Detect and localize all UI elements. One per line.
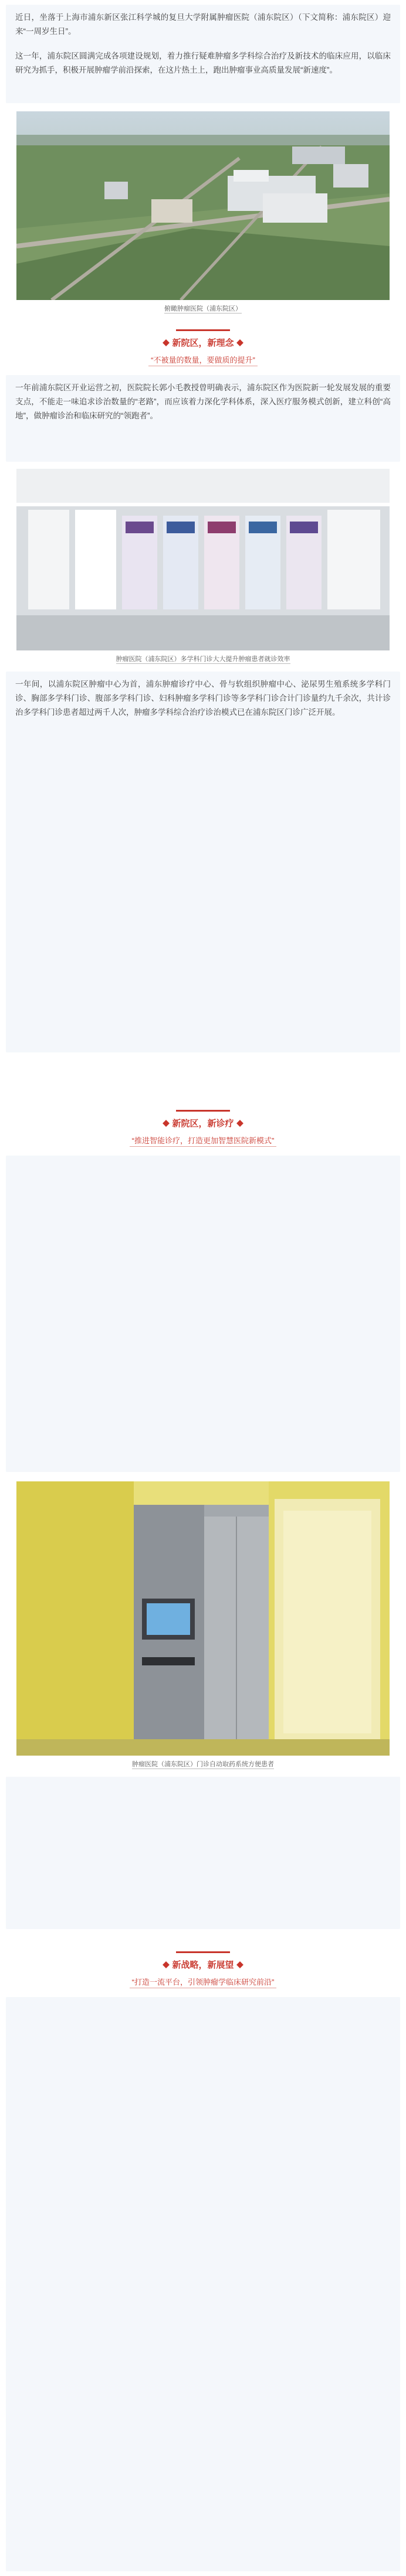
section3-title: 新战略，新展望 — [0, 1958, 406, 1971]
section2-subtitle: “推进智能诊疗，打造更加智慧医院新模式” — [0, 1134, 406, 1146]
diamond-icon — [236, 1120, 243, 1127]
aerial-view-photo-icon — [16, 111, 390, 300]
section1-more-paragraph: 一年间，以浦东院区肿瘤中心为首，浦东肿瘤诊疗中心、骨与软组织肿瘤中心、泌尿男生殖系统多学科门诊、胸部多学科门诊、腹部多学科门诊、妇科肿瘤多学科门诊等多学科门诊合计门诊量约九千余次，共计诊治多学科门诊患者超过两千人次，肿瘤多学科综合治疗诊治模式已在浦东院区门诊广泛开展。 — [15, 680, 391, 717]
section2-card — [6, 1156, 400, 1472]
photo1-caption: 俯瞰肿瘤医院（浦东院区） — [164, 305, 242, 312]
clinic-hallway-photo — [16, 469, 390, 650]
section2-title: 新院区，新诊疗 — [0, 1117, 406, 1129]
section1-paragraph-1: 一年前浦东院区开业运营之初，医院院长郭小毛教授曾明确表示，浦东院区作为医院新一轮发展发展的重要支点，不能走一味追求诊治数量的“老路”，而应该着力深化学科体系，深入医疗服务模式创新，建立科创“高地”，做肿瘤诊治和临床研究的“领跑者”。 — [15, 383, 391, 420]
photo3-caption: 肿瘤医院（浦东院区）门诊自动取药系统方便患者 — [132, 1761, 274, 1768]
section3-divider — [176, 1951, 230, 1953]
section1-subtitle: “不被量的数量，要做质的提升” — [0, 354, 406, 365]
diamond-icon — [236, 339, 243, 346]
diamond-icon — [163, 1120, 170, 1127]
diamond-icon — [163, 339, 170, 346]
aerial-hospital-photo — [16, 111, 390, 300]
section3-card — [6, 1997, 400, 2571]
section1-title: 新院区，新理念 — [0, 336, 406, 349]
section1-divider — [176, 329, 230, 331]
pharmacy-photo — [16, 1481, 390, 1756]
section2-divider — [176, 1110, 230, 1112]
intro-paragraph-1: 近日，坐落于上海市浦东新区张江科学城的复旦大学附属肿瘤医院（浦东院区）（下文简称：浦东院区）迎来“一周岁生日”。 — [15, 13, 391, 36]
diamond-icon — [163, 1961, 170, 1968]
photo2-caption: 肿瘤医院（浦东院区）多学科门诊大大提升肿瘤患者就诊效率 — [116, 656, 290, 663]
intro-paragraph-2: 这一年，浦东院区圆满完成各项建设规划，着力推行疑难肿瘤多学科综合治疗及新技术的临床应用，以临床研究为抓手，积极开展肿瘤学前沿探索，在这片热土上，跑出肿瘤事业高质量发展“新速度”。 — [15, 52, 391, 74]
section1-more-card — [6, 672, 400, 1052]
diamond-icon — [236, 1961, 243, 1968]
section3-subtitle: “打造一流平台，引领肿瘤学临床研究前沿” — [0, 1976, 406, 1987]
section2-more-card — [6, 1777, 400, 1929]
